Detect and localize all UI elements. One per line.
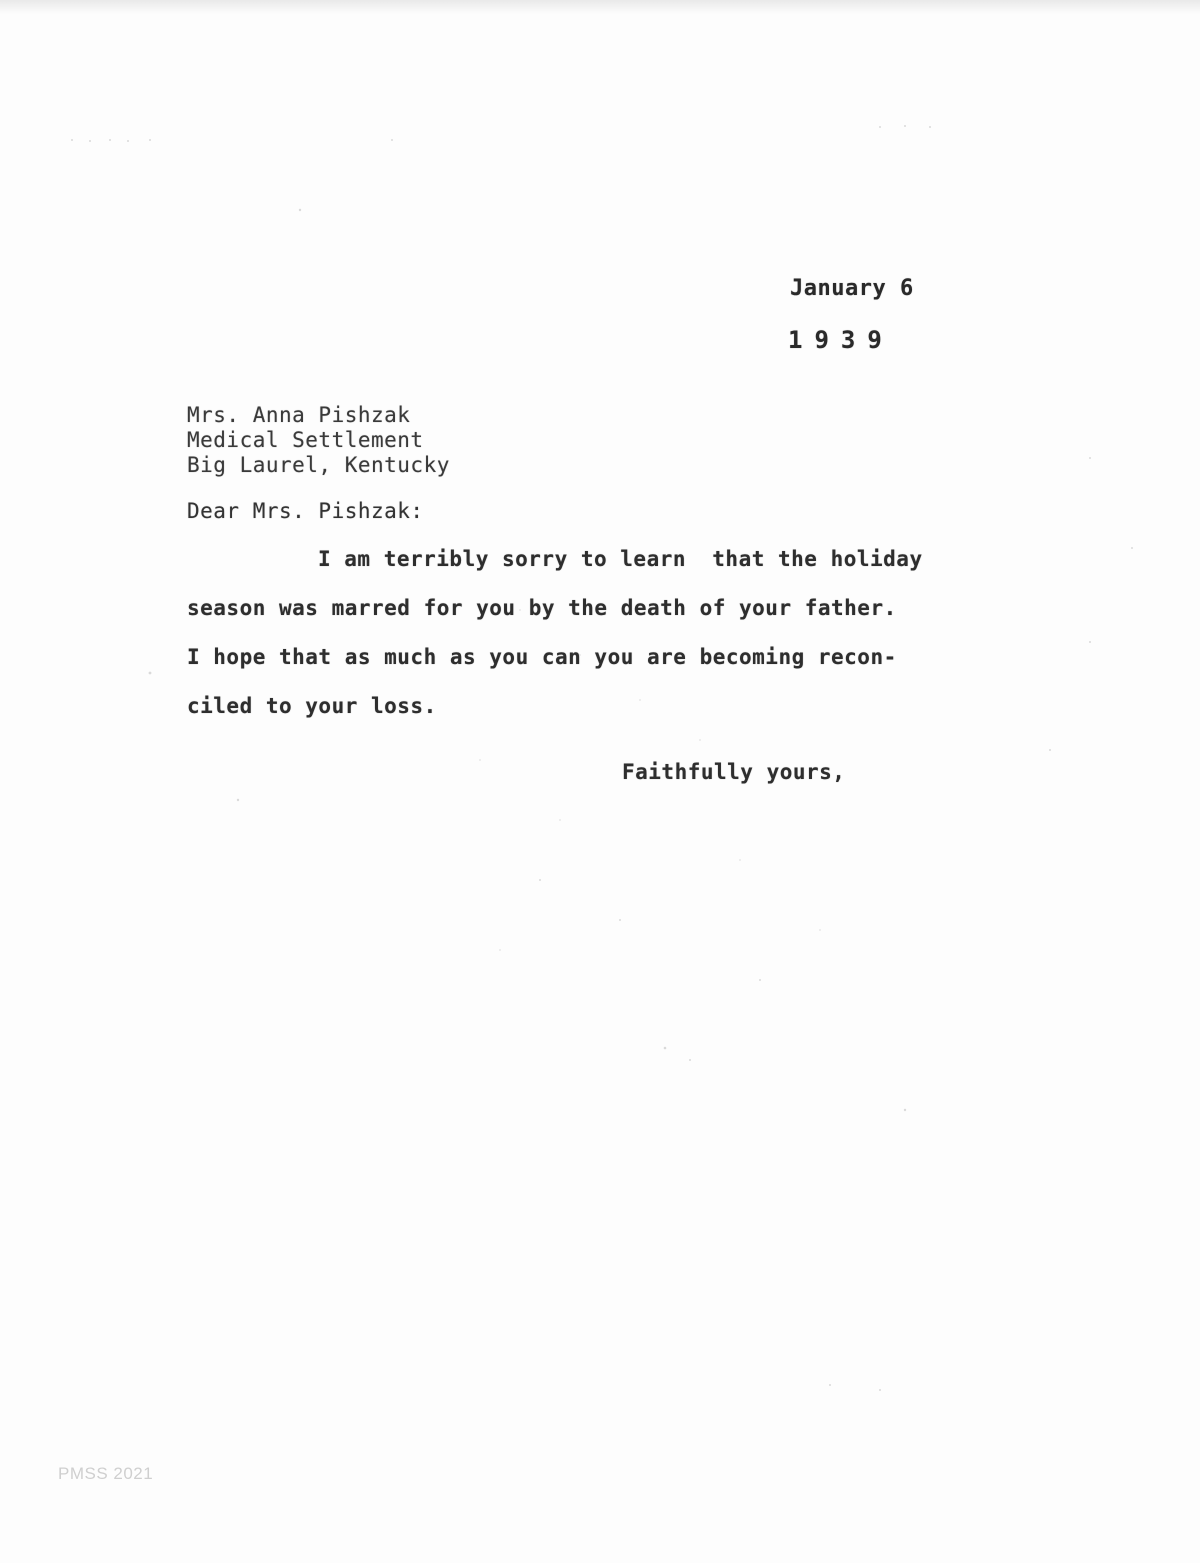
letter-year: 1939 xyxy=(788,326,894,354)
letter-date: January 6 xyxy=(790,276,914,301)
archive-watermark: PMSS 2021 xyxy=(58,1464,154,1483)
recipient-name: Mrs. Anna Pishzak xyxy=(187,403,411,427)
recipient-organization: Medical Settlement xyxy=(187,428,424,452)
body-line: ciled to your loss. xyxy=(187,694,437,718)
body-line: season was marred for you by the death of your father. xyxy=(187,596,897,620)
body-line: I hope that as much as you can you are becoming recon- xyxy=(187,645,897,669)
body-line: I am terribly sorry to learn that the holiday xyxy=(318,547,923,571)
salutation: Dear Mrs. Pishzak: xyxy=(187,499,424,523)
recipient-location: Big Laurel, Kentucky xyxy=(187,453,450,477)
closing: Faithfully yours, xyxy=(622,760,846,784)
